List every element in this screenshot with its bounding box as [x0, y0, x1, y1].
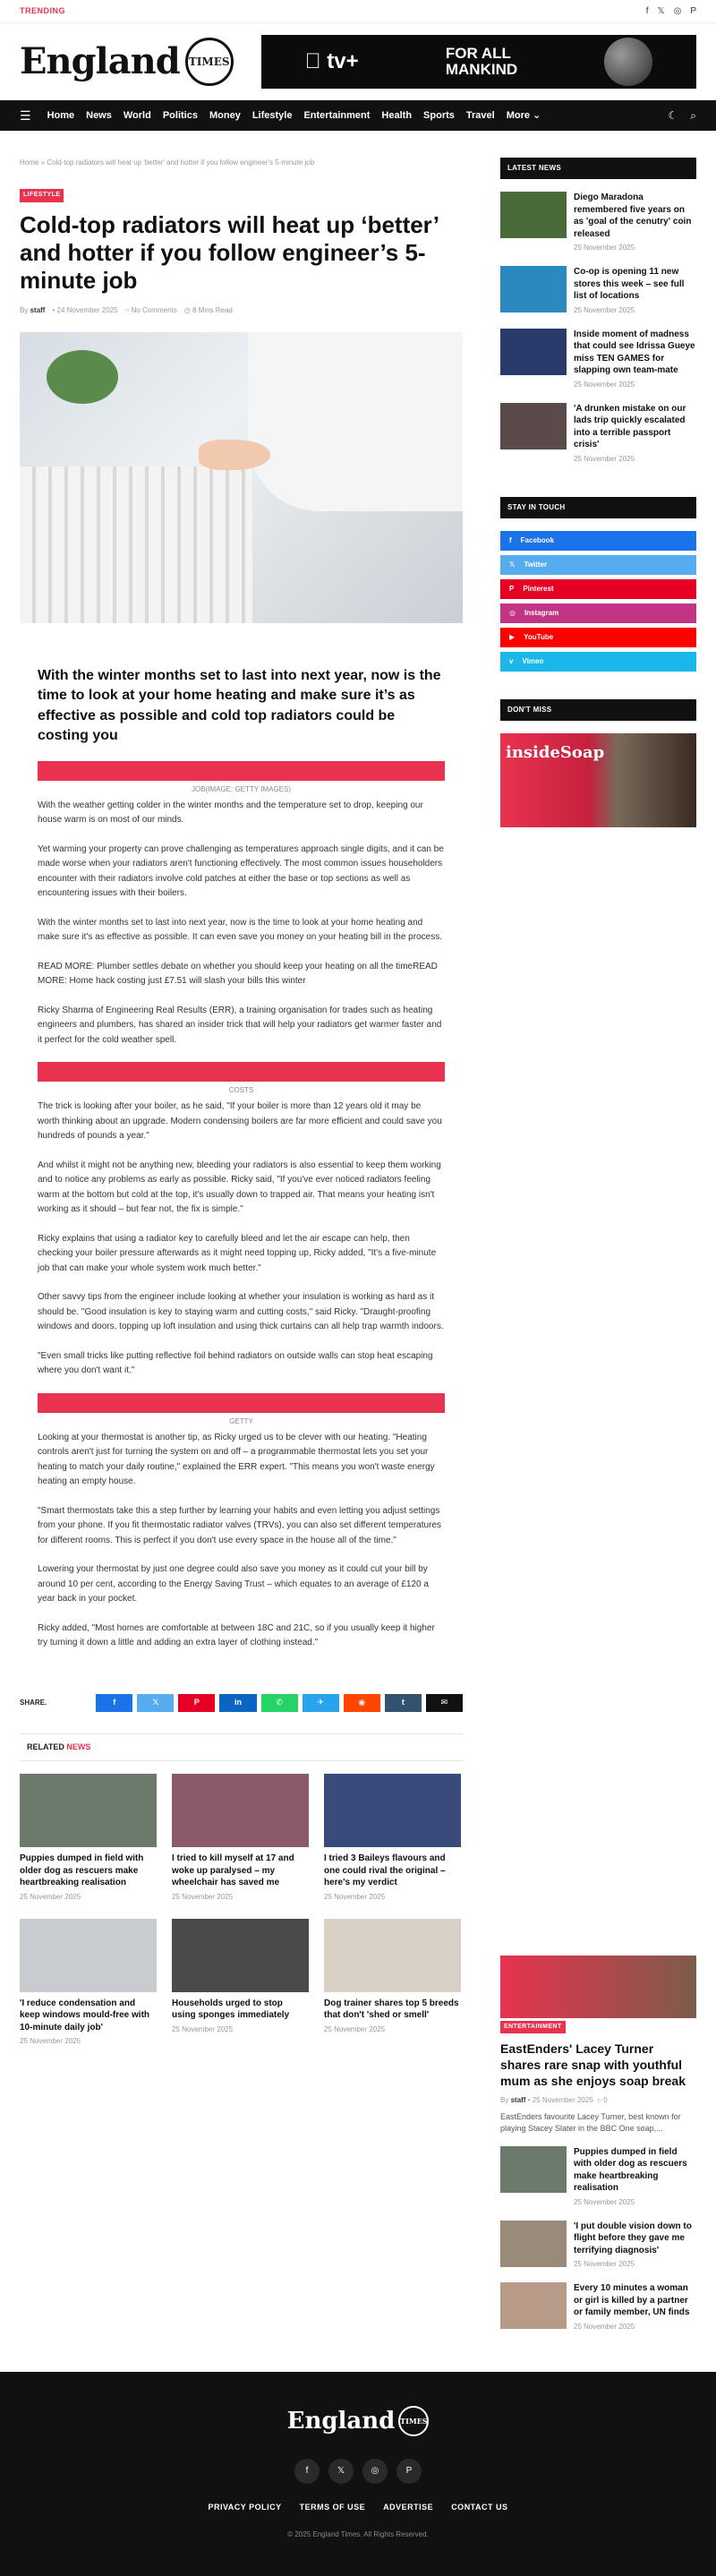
featured-title[interactable]: EastEnders' Lacey Turner shares rare snap with youthful mum as she enjoys soap break — [500, 2041, 686, 2089]
list-text — [574, 329, 696, 390]
list-item[interactable] — [500, 403, 696, 465]
category-badge[interactable]: LIFESTYLE — [20, 189, 64, 202]
article-paragraph: Yet warming your property can prove challenging as temperatures approach single digits, and it can be made worse when your radiators aren't functioning effectively. The most common issues householders encounter with their radiators involve cold patches at either the base or top sections as well as encountering issues with their boilers. — [38, 843, 444, 899]
list-date: 25 November 2025 — [574, 454, 635, 463]
list-date: 25 November 2025 — [574, 305, 635, 314]
related-card[interactable] — [324, 1774, 461, 1903]
article-paragraph: Other savvy tips from the engineer include looking at whether your insulation is working as hard as it should be. "Good insulation is key to staying warm and cutting costs," said Ricky. "Draught-proofing windows and doors, topping up loft insulation and using thick curtains can all help trap warmth indoors. — [38, 1292, 444, 1332]
pinterest-icon[interactable]: P — [690, 6, 696, 16]
related-date: 25 November 2025 — [20, 2037, 81, 2046]
list-thumbnail[interactable] — [500, 329, 567, 375]
list-item[interactable] — [500, 2221, 696, 2271]
article-paragraph: And whilst it might not be anything new, bleeding your radiators is also essential to keep them working and to notice any problems as early as possible. Ricky said, "If you've ever noticed radiators feeling warm at the bottom but cold at the top, it's usually down to trapped air. That means your heating isn't working as it should – but fear not, the fix is simple." — [38, 1160, 441, 1215]
list-thumbnail[interactable] — [500, 403, 567, 449]
site-logo[interactable] — [20, 35, 234, 89]
list-title[interactable]: 'I put double vision down to flight before they gave me terrifying diagnosis' — [574, 2221, 692, 2255]
share-linkedin-button[interactable]: in — [219, 1694, 256, 1712]
article-paragraph: With the winter months set to last into next year, now is the time to look at your home heating and make sure it's as effective as possible. It can even save you money on your heating bill in the process. — [38, 917, 442, 943]
nav-tools — [669, 107, 697, 124]
nav-item-lifestyle[interactable]: Lifestyle — [251, 109, 293, 121]
article-paragraph: The trick is looking after your boiler, as he said, "If your boiler is more than 12 years old it may be worth thinking about an upgrade. Modern condensing boilers are far more efficient and could save you hundreds of pounds a year." — [38, 1101, 442, 1142]
twitter-icon: 𝕏 — [509, 560, 516, 569]
follow-label: Instagram — [524, 608, 559, 617]
radiator-shape — [20, 466, 252, 623]
list-date: 25 November 2025 — [574, 380, 635, 389]
article-paragraph: Lowering your thermostat by just one degree could also save you money as it could cut your bill by around 10 per cent, according to the Energy Saving Trust – which equates to an average of £120 a year back in your pocket. — [38, 1564, 429, 1605]
top-social-icons — [646, 4, 696, 18]
search-icon[interactable]: ⌕ — [690, 109, 696, 122]
follow-pinterest-button[interactable] — [500, 579, 696, 599]
featured-excerpt: EastEnders favourite Lacey Turner, best known for playing Stacey Slater in the BBC One soap,... — [500, 2111, 681, 2134]
top-bar — [0, 0, 716, 23]
astronaut-helmet-icon — [604, 38, 652, 86]
article-meta — [20, 305, 463, 316]
author-link[interactable]: staff — [30, 306, 46, 315]
hand-shape — [199, 440, 270, 470]
inline-ad-2[interactable] — [38, 1062, 445, 1082]
list-thumbnail[interactable] — [500, 2282, 567, 2329]
author-line: By staff — [20, 306, 46, 315]
instagram-icon[interactable]: ◎ — [673, 6, 682, 16]
image-caption-2: COSTS — [228, 1086, 254, 1095]
nav-item-money[interactable]: Money — [209, 109, 241, 121]
article-body-1 — [20, 799, 463, 1048]
nav-item-politics[interactable]: Politics — [162, 109, 198, 121]
dark-mode-icon[interactable]: ☾ — [668, 109, 678, 122]
inline-ad-3[interactable] — [38, 1393, 445, 1413]
terms-link[interactable]: TERMS OF USE — [299, 2502, 366, 2512]
related-card[interactable] — [324, 1919, 461, 2048]
clock-icon: ◷ — [183, 306, 191, 315]
latest-news-list — [500, 192, 696, 465]
pinterest-icon[interactable]: P — [396, 2459, 422, 2484]
list-item[interactable] — [500, 329, 696, 390]
related-title[interactable]: I tried 3 Baileys flavours and one could rival the original – here's my verdict — [324, 1853, 446, 1888]
follow-label: Vimeo — [522, 656, 544, 665]
share-tumblr-button[interactable]: t — [385, 1694, 422, 1712]
nav-item-travel[interactable]: Travel — [465, 109, 495, 121]
related-date: 25 November 2025 — [324, 1892, 386, 1901]
ad-slogan: FOR ALL MANKIND — [434, 45, 507, 78]
article-paragraph: READ MORE: Plumber settles debate on whether you should keep your heating on all the timeREAD MORE: Home hack costing just £7.51 will slash your bills this winter — [38, 961, 438, 987]
related-date: 25 November 2025 — [20, 1892, 81, 1901]
x-icon[interactable]: 𝕏 — [657, 6, 665, 16]
share-bar — [20, 1694, 463, 1712]
plant-shape — [47, 350, 118, 404]
image-caption-1: JOB(IMAGE: GETTY IMAGES) — [192, 784, 291, 793]
list-title[interactable]: Diego Maradona remembered five years on as 'goal of the cenutry' coin released — [574, 193, 692, 239]
list-thumbnail[interactable] — [500, 2221, 567, 2267]
share-whatsapp-button[interactable]: ✆ — [261, 1694, 298, 1712]
article-body-3 — [20, 1431, 463, 1651]
related-date: 25 November 2025 — [172, 1892, 234, 1901]
list-text — [574, 2282, 696, 2332]
list-text — [574, 2221, 696, 2271]
list-date: 25 November 2025 — [574, 2197, 635, 2206]
share-x-button[interactable]: 𝕏 — [137, 1694, 174, 1712]
article-paragraph: Ricky Sharma of Engineering Real Results (ERR), a training organisation for trades such as heating engineers and plumbers, has shared an insider trick that will help your radiators get warmer faster and it perfect for the cold weather spell. — [38, 1005, 442, 1045]
follow-label: Facebook — [520, 535, 555, 544]
follow-twitter-button[interactable] — [500, 555, 696, 575]
related-card[interactable] — [20, 1774, 157, 1903]
list-title[interactable]: Puppies dumped in field with older dog as rescuers make heartbreaking realisation — [574, 2146, 687, 2194]
main-nav — [0, 100, 716, 131]
list-title[interactable]: 'A drunken mistake on our lads trip quickly escalated into a terrible passport crisis' — [574, 403, 686, 449]
list-text — [574, 266, 696, 316]
comment-icon: ○ — [597, 2095, 602, 2104]
sidebar-featured — [500, 1956, 696, 2332]
sweater-sleeve-shape — [248, 332, 463, 511]
list-thumbnail[interactable] — [500, 192, 567, 238]
article-title: Cold-top radiators will heat up ‘better’ and hotter if you follow engineer’s 5-minute job — [20, 210, 439, 294]
inline-ad-1[interactable] — [38, 761, 445, 781]
related-card[interactable] — [172, 1919, 309, 2048]
share-facebook-button[interactable]: f — [96, 1694, 132, 1712]
follow-instagram-button[interactable] — [500, 603, 696, 623]
logo-word: England — [20, 40, 180, 82]
follow-vimeo-button[interactable] — [500, 652, 696, 672]
footer-links — [0, 2502, 716, 2514]
list-item[interactable] — [500, 266, 696, 316]
related-thumbnail[interactable] — [20, 1919, 157, 1992]
copyright: © 2025 England Times. All Rights Reserved. — [287, 2530, 429, 2539]
list-date: 25 November 2025 — [574, 2322, 635, 2331]
share-email-button[interactable]: ✉ — [426, 1694, 463, 1712]
facebook-icon[interactable]: f — [645, 6, 649, 16]
related-thumbnail[interactable] — [324, 1919, 461, 1992]
nav-item-health[interactable]: Health — [381, 109, 413, 121]
list-title[interactable]: Co-op is opening 11 new stores this week – see full list of locations — [574, 267, 685, 301]
site-header — [0, 23, 716, 100]
nav-item-more[interactable]: More ⌄ — [506, 109, 541, 121]
dont-miss-image[interactable]: insideSoap — [500, 733, 696, 827]
list-text — [574, 192, 696, 253]
related-thumbnail[interactable] — [172, 1774, 309, 1847]
share-pinterest-button[interactable]: P — [178, 1694, 215, 1712]
follow-youtube-button[interactable] — [500, 628, 696, 647]
nav-item-news[interactable]: News — [86, 109, 112, 121]
advertise-link[interactable]: ADVERTISE — [383, 2502, 434, 2512]
facebook-icon[interactable]: f — [294, 2459, 320, 2484]
featured-meta: By staff • 25 November 2025 ○ 0 — [500, 2095, 608, 2104]
header-ad-banner[interactable] — [261, 35, 696, 89]
related-grid — [20, 1774, 463, 2083]
facebook-icon: f — [509, 535, 512, 544]
article-paragraph: Looking at your thermostat is another tip, as Ricky urged us to be clever with our heating. "Heating controls aren't just for turning the system on and off – a programmable thermostat lets you set your heating to match your daily routine," explained the ERR expert. "This means you won't waste energy heating an empty house. — [38, 1432, 435, 1487]
follow-label: Twitter — [524, 560, 548, 569]
image-caption-3: GETTY — [229, 1416, 253, 1425]
article-standfirst: With the winter months set to last into next year, now is the time to look at your home heating and make sure it’s as effective as possible and cold top radiators could be costing you — [38, 668, 441, 744]
list-title[interactable]: Every 10 minutes a woman or girl is killed by a partner or family member, UN finds — [574, 2283, 690, 2318]
related-thumbnail[interactable] — [20, 1774, 157, 1847]
list-date: 25 November 2025 — [574, 244, 635, 252]
list-text — [574, 403, 696, 465]
featured-list — [500, 2146, 696, 2332]
share-telegram-button[interactable]: ✈ — [303, 1694, 339, 1712]
main-column — [20, 131, 463, 2345]
related-title[interactable]: Households urged to stop using sponges immediately — [172, 1998, 290, 2021]
trending-label[interactable]: TRENDING — [20, 5, 65, 15]
related-title[interactable]: I tried to kill myself at 17 and woke up paralysed – my wheelchair has saved me — [172, 1853, 294, 1888]
breadcrumb[interactable]: Home » Cold-top radiators will heat up 'better' and hotter if you follow engineer's 5-minute job — [20, 158, 315, 167]
follow-facebook-button[interactable] — [500, 531, 696, 551]
hero-image — [20, 332, 463, 623]
list-thumbnail[interactable] — [500, 266, 567, 312]
related-thumbnail[interactable] — [172, 1919, 309, 1992]
contact-link[interactable]: CONTACT US — [451, 2502, 508, 2512]
site-footer — [0, 2372, 716, 2576]
nav-items — [47, 108, 669, 124]
related-title[interactable]: 'I reduce condensation and keep windows mould-free with 10-minute daily job' — [20, 1998, 150, 2033]
article-paragraph: Ricky explains that using a radiator key to carefully bleed and let the air escape can help, then checking your boiler pressure afterwards as it might need topping up, Ricky added, "It's a five-minute job that can make your whole system work much better." — [38, 1233, 437, 1273]
comment-icon: ○ — [124, 306, 130, 315]
article-date: • 24 November 2025 — [52, 306, 118, 315]
pinterest-icon: P — [509, 584, 515, 593]
related-date: 25 November 2025 — [172, 2024, 234, 2033]
privacy-policy-link[interactable]: PRIVACY POLICY — [208, 2502, 282, 2512]
article-paragraph: "Smart thermostats take this a step further by learning your habits and even letting you adjust settings from your phone. If you fit thermostatic radiator valves (TRVs), you can also set different temperatures for different rooms. This is perfect if you don't use every space in the house all of the time." — [38, 1505, 441, 1545]
related-heading: RELATED NEWS — [20, 1733, 463, 1762]
footer-logo[interactable]: England TIMES — [287, 2404, 430, 2439]
related-card[interactable] — [20, 1919, 157, 2048]
list-thumbnail[interactable] — [500, 2146, 567, 2193]
related-card[interactable] — [172, 1774, 309, 1903]
nav-item-world[interactable]: World — [123, 109, 151, 121]
nav-item-home[interactable]: Home — [47, 109, 75, 121]
page-wrap — [0, 131, 716, 2345]
list-item[interactable] — [500, 2282, 696, 2332]
related-title[interactable]: Puppies dumped in field with older dog as rescuers make heartbreaking realisation — [20, 1853, 144, 1888]
article-paragraph: Ricky added, "Most homes are comfortable at between 18C and 21C, so if you usually keep it higher try turning it down a little and adding an extra layer of clothing instead." — [38, 1622, 435, 1648]
comments-link[interactable]: ○ No Comments — [124, 306, 177, 315]
related-date: 25 November 2025 — [324, 2024, 386, 2033]
sidebar — [500, 131, 696, 2345]
article-paragraph: "Even small tricks like putting reflective foil behind radiators on outside walls can stop heat escaping where you don't want it." — [38, 1350, 433, 1376]
related-thumbnail[interactable] — [324, 1774, 461, 1847]
nav-item-entertainment[interactable]: Entertainment — [303, 109, 371, 121]
list-title[interactable]: Inside moment of madness that could see Idrissa Gueye miss TEN GAMES for slapping own team-mate — [574, 329, 695, 375]
follow-label: YouTube — [524, 632, 554, 641]
article-paragraph: With the weather getting colder in the winter months and the temperature set to drop, keeping our house warm is on most of our minds. — [38, 800, 423, 826]
latest-news-heading: LATEST NEWS — [500, 158, 696, 179]
list-text — [574, 2146, 696, 2208]
read-time: ◷ 8 Mins Read — [183, 306, 233, 315]
dont-miss-heading: DON'T MISS — [500, 699, 696, 721]
featured-category-badge[interactable]: ENTERTAINMENT — [500, 2021, 566, 2034]
x-icon[interactable]: 𝕏 — [328, 2459, 354, 2484]
ad-product: tv+ — [305, 46, 359, 78]
share-label: SHARE. — [20, 1698, 47, 1707]
stay-in-touch-heading: STAY IN TOUCH — [500, 497, 696, 518]
list-date: 25 November 2025 — [574, 2260, 635, 2269]
instagram-icon[interactable]: ◎ — [362, 2459, 388, 2484]
hamburger-menu-icon[interactable]: ☰ — [20, 107, 31, 123]
featured-image[interactable] — [500, 1956, 696, 2018]
nav-item-sports[interactable]: Sports — [423, 109, 455, 121]
apple-icon — [305, 49, 321, 73]
youtube-icon: ▶ — [509, 632, 516, 641]
related-title[interactable]: Dog trainer shares top 5 breeds that don't 'shed or smell' — [324, 1998, 459, 2021]
list-item[interactable] — [500, 2146, 696, 2208]
social-follow-list — [500, 531, 696, 672]
vimeo-icon: v — [509, 656, 514, 665]
footer-social — [0, 2459, 716, 2484]
list-item[interactable] — [500, 192, 696, 253]
follow-label: Pinterest — [523, 584, 554, 593]
logo-badge: TIMES — [185, 38, 234, 86]
article-body-2 — [20, 1100, 463, 1379]
instagram-icon: ◎ — [509, 608, 516, 617]
share-reddit-button[interactable]: ◉ — [344, 1694, 380, 1712]
